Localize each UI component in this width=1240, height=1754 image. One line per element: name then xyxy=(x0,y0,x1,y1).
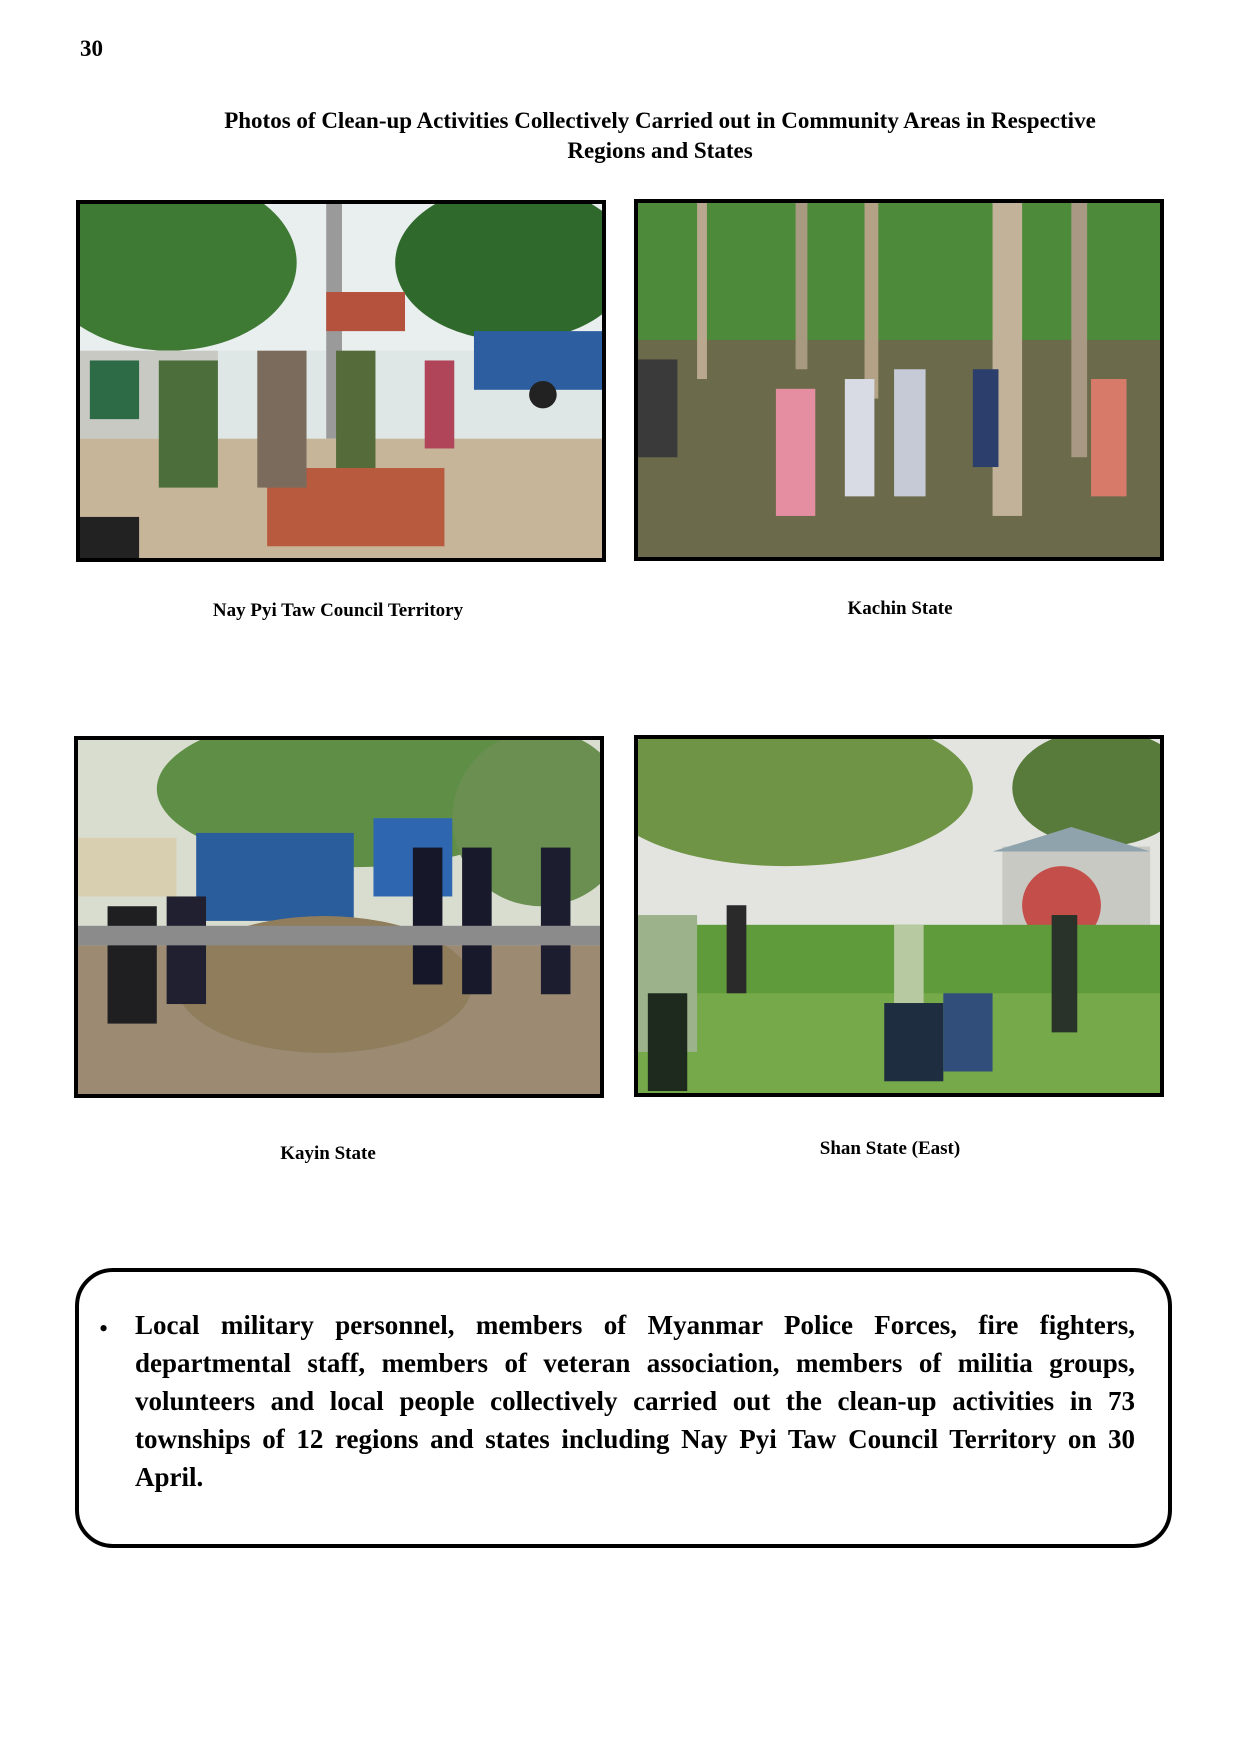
photo-kayin xyxy=(74,736,604,1098)
caption-kayin: Kayin State xyxy=(280,1143,376,1164)
photo-shan-east xyxy=(634,735,1164,1097)
photo-kachin xyxy=(634,199,1164,561)
photo-nay-pyi-taw xyxy=(76,200,606,562)
photo-nay-pyi-taw-image xyxy=(80,204,602,558)
heading-line-2: Regions and States xyxy=(567,138,753,163)
summary-box xyxy=(75,1268,1172,1548)
caption-shan-east: Shan State (East) xyxy=(819,1138,961,1159)
page-number: 30 xyxy=(80,36,103,61)
photo-shan-east-image xyxy=(638,739,1160,1093)
photo-kayin-image xyxy=(78,740,600,1094)
page-heading xyxy=(160,106,1160,166)
bullet-icon: • xyxy=(99,1314,109,1343)
caption-kachin: Kachin State xyxy=(847,598,953,619)
summary-text: Local military personnel, members of Myanmar Police Forces, fire fighters, departmental staff, members of veteran association, members of militia groups, volunteers and local people collectively carried out the clean-up activities in 73 townships of 12 regions and states including Nay Pyi Taw Council Territory on 30 April. xyxy=(135,1310,1135,1492)
caption-nay-pyi-taw: Nay Pyi Taw Council Territory xyxy=(212,600,464,621)
photo-kachin-image xyxy=(638,203,1160,557)
heading-line-1: Photos of Clean-up Activities Collectively Carried out in Community Areas in Respective xyxy=(224,108,1096,133)
